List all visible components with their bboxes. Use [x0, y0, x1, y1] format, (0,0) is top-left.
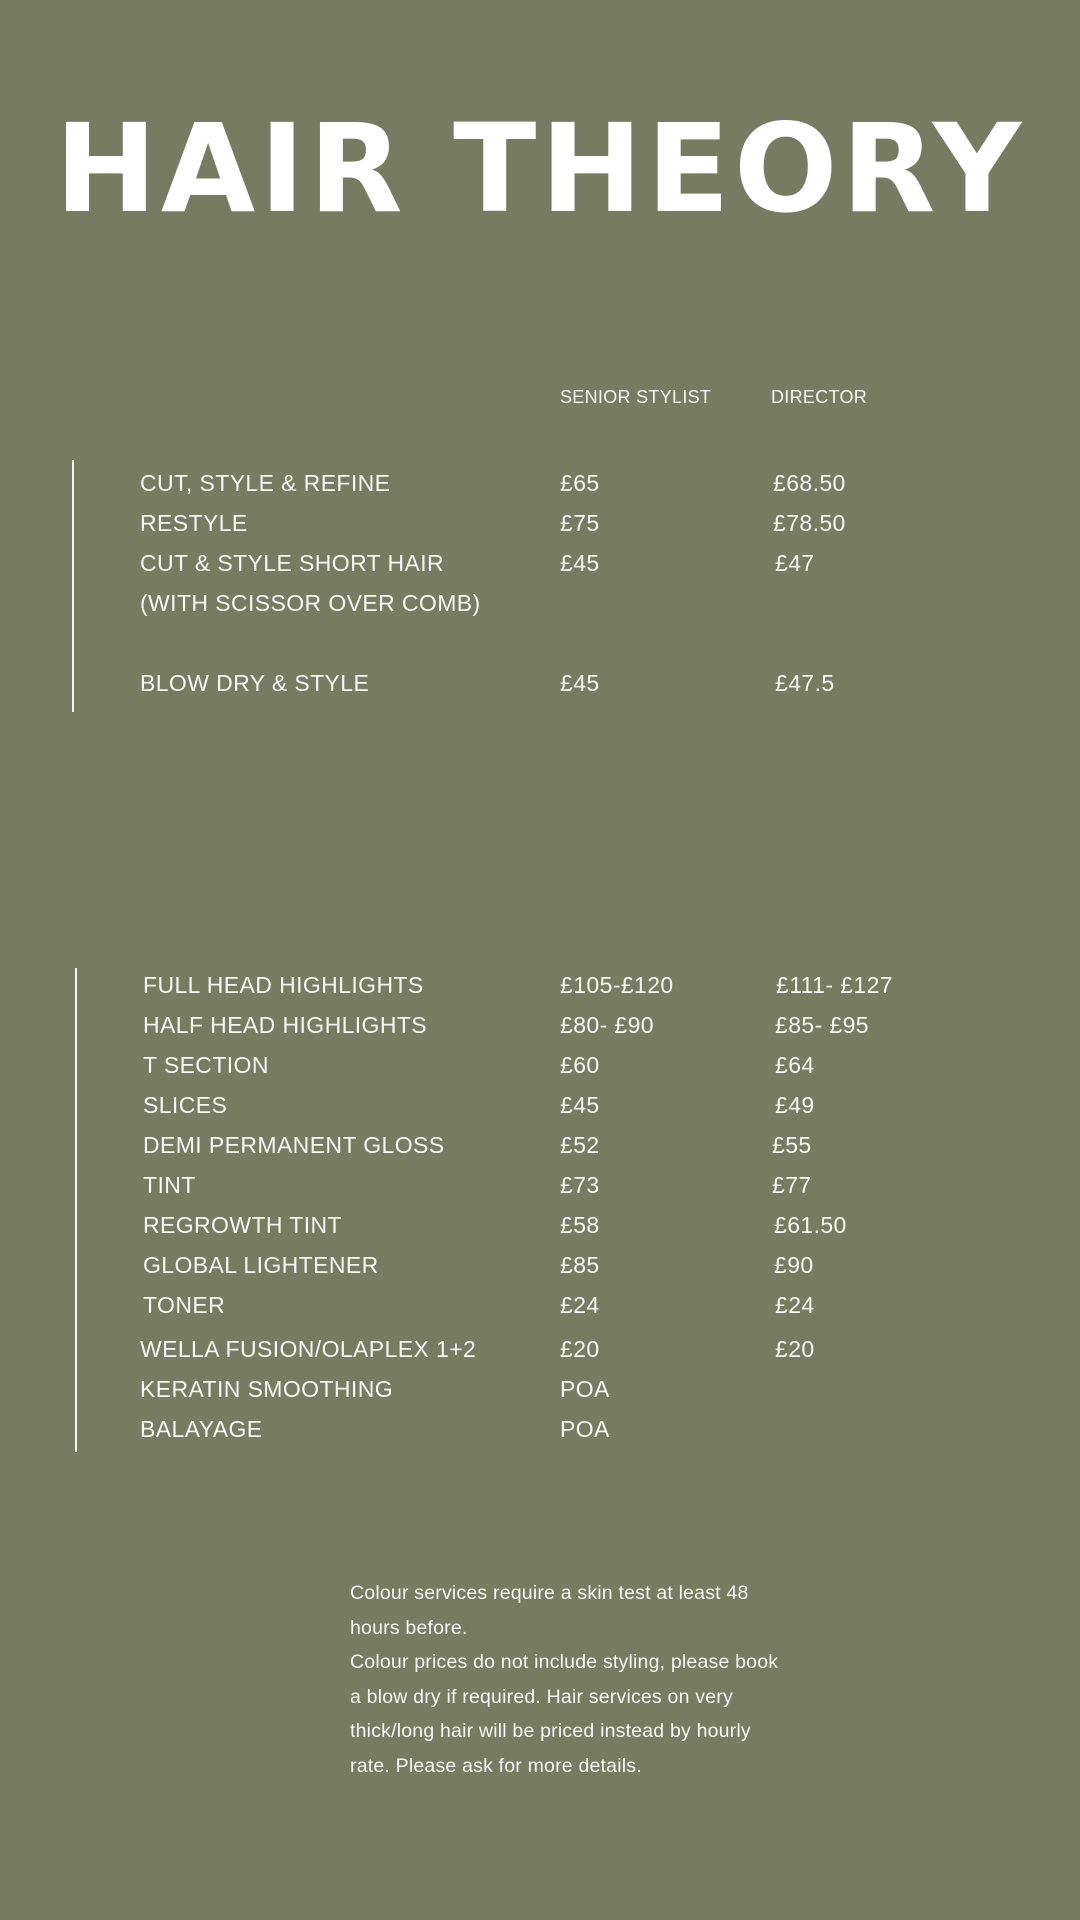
- senior-price: £85: [560, 1252, 600, 1278]
- senior-price: £52: [560, 1132, 600, 1158]
- director-price: £78.50: [773, 510, 846, 536]
- service-name: HALF HEAD HIGHLIGHTS: [143, 1012, 428, 1038]
- senior-price: £73: [560, 1172, 600, 1198]
- service-name: TINT: [143, 1172, 196, 1198]
- director-price: £55: [772, 1132, 812, 1158]
- price-row: [0, 583, 1080, 623]
- price-row: [0, 1125, 1080, 1165]
- brand-logo: HAIR THEORY: [54, 98, 1026, 240]
- service-name: CUT, STYLE & REFINE: [140, 470, 391, 496]
- senior-price: POA: [560, 1416, 610, 1442]
- service-name: RESTYLE: [140, 510, 248, 536]
- price-row: [0, 503, 1080, 543]
- senior-price: POA: [560, 1376, 610, 1402]
- price-row: [0, 1085, 1080, 1125]
- director-price: £20: [775, 1336, 815, 1362]
- price-row: [0, 1245, 1080, 1285]
- price-row: [0, 463, 1080, 503]
- service-name: KERATIN SMOOTHING: [140, 1376, 393, 1402]
- service-name: (WITH SCISSOR OVER COMB): [140, 590, 481, 616]
- price-row: [0, 1369, 1080, 1409]
- senior-price: £45: [560, 550, 600, 576]
- column-header-director: DIRECTOR: [771, 387, 868, 407]
- director-price: £61.50: [774, 1212, 847, 1238]
- director-price: £47.5: [775, 670, 835, 696]
- senior-price: £20: [560, 1336, 600, 1362]
- senior-price: £45: [560, 670, 600, 696]
- service-name: TONER: [143, 1292, 226, 1318]
- price-row: [0, 1165, 1080, 1205]
- price-row: [0, 965, 1080, 1005]
- column-header-senior-stylist: SENIOR STYLIST: [560, 387, 712, 407]
- director-price: £47: [775, 550, 815, 576]
- price-row: [0, 1045, 1080, 1085]
- senior-price: £105-£120: [560, 972, 674, 998]
- service-name: REGROWTH TINT: [143, 1212, 342, 1238]
- senior-price: £80- £90: [560, 1012, 654, 1038]
- price-row: [0, 1005, 1080, 1045]
- director-price: £111- £127: [776, 972, 893, 998]
- price-row: [0, 543, 1080, 583]
- director-price: £85- £95: [775, 1012, 869, 1038]
- director-price: £68.50: [773, 470, 846, 496]
- service-name: BALAYAGE: [140, 1416, 263, 1442]
- service-name: T SECTION: [143, 1052, 269, 1078]
- price-row: [0, 663, 1080, 703]
- service-name: FULL HEAD HIGHLIGHTS: [143, 972, 424, 998]
- senior-price: £65: [560, 470, 600, 496]
- service-name: DEMI PERMANENT GLOSS: [143, 1132, 445, 1158]
- director-price: £49: [775, 1092, 815, 1118]
- service-name: CUT & STYLE SHORT HAIR: [140, 550, 445, 576]
- senior-price: £24: [560, 1292, 600, 1318]
- senior-price: £75: [560, 510, 600, 536]
- director-price: £64: [775, 1052, 815, 1078]
- senior-price: £58: [560, 1212, 600, 1238]
- director-price: £24: [775, 1292, 815, 1318]
- service-name: WELLA FUSION/OLAPLEX 1+2: [140, 1336, 477, 1362]
- director-price: £77: [772, 1172, 812, 1198]
- service-name: SLICES: [143, 1092, 228, 1118]
- service-name: GLOBAL LIGHTENER: [143, 1252, 379, 1278]
- senior-price: £45: [560, 1092, 600, 1118]
- skin-test-note: Colour services require a skin test at least 48 hours before.: [350, 1582, 749, 1639]
- senior-price: £60: [560, 1052, 600, 1078]
- director-price: £90: [774, 1252, 814, 1278]
- footnote: [350, 1576, 790, 1783]
- pricing-note: Colour prices do not include styling, please book a blow dry if required. Hair services on very thick/long hair will be priced instead by hourly rate. Please ask for more details.: [350, 1651, 779, 1777]
- price-row: [0, 1285, 1080, 1325]
- service-name: BLOW DRY & STYLE: [140, 670, 370, 696]
- price-row: [0, 1409, 1080, 1449]
- price-row: [0, 1205, 1080, 1245]
- price-row: [0, 1329, 1080, 1369]
